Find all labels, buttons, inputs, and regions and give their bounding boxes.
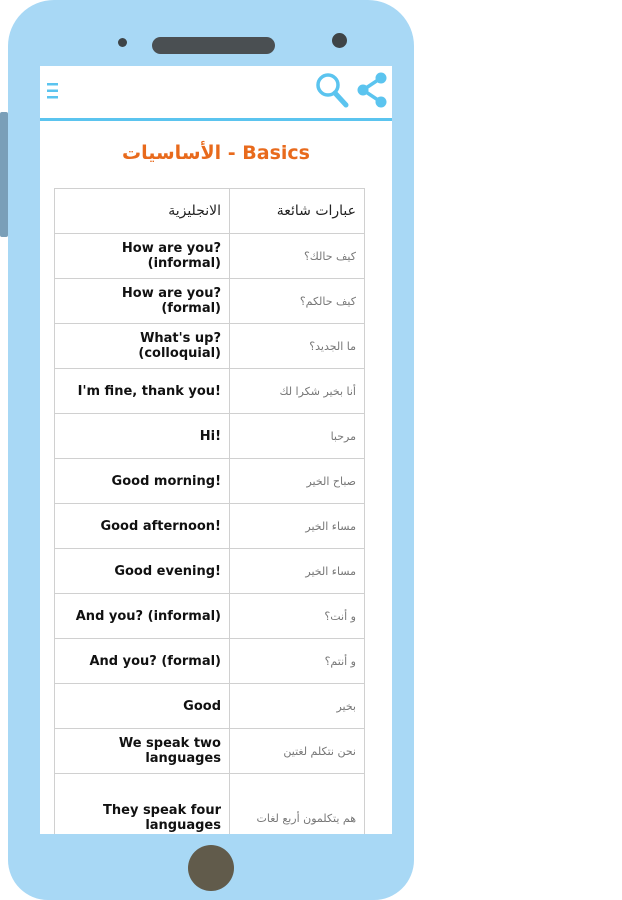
phrase-english: Good evening! (55, 549, 230, 594)
phrase-english: We speak two languages (55, 729, 230, 774)
page-title: الأساسيات - Basics (122, 142, 310, 164)
phrase-english: Good morning! (55, 459, 230, 504)
phrase-english: Good (55, 684, 230, 729)
earpiece-speaker (152, 37, 275, 54)
phrase-arabic: و أنت؟ (230, 594, 365, 639)
table-row (55, 639, 365, 684)
phrase-arabic: ما الجديد؟ (230, 324, 365, 369)
table-header-row (55, 189, 365, 234)
header-arabic: عبارات شائعة (230, 189, 365, 234)
front-camera (118, 38, 127, 47)
table-row (55, 369, 365, 414)
phrase-arabic: صباح الخير (230, 459, 365, 504)
phrase-english: What's up? (colloquial) (55, 324, 230, 369)
table-row (55, 729, 365, 774)
share-icon[interactable] (355, 71, 389, 109)
phrases-table (54, 188, 365, 834)
app-bar (40, 66, 392, 121)
search-icon[interactable] (315, 72, 349, 108)
phrase-arabic: بخير (230, 684, 365, 729)
table-row (55, 774, 365, 835)
phrase-arabic: أنا بخير شكرا لك (230, 369, 365, 414)
table-row (55, 279, 365, 324)
phrase-english: Good afternoon! (55, 504, 230, 549)
phrase-arabic: و أنتم؟ (230, 639, 365, 684)
phrase-arabic: كيف حالكم؟ (230, 279, 365, 324)
phrase-english: And you? (informal) (55, 594, 230, 639)
side-button[interactable] (0, 112, 8, 237)
phrase-arabic: نحن نتكلم لغتين (230, 729, 365, 774)
table-row (55, 684, 365, 729)
proximity-sensor (332, 33, 347, 48)
table-row (55, 504, 365, 549)
phrase-arabic: مرحبا (230, 414, 365, 459)
phrase-english: I'm fine, thank you! (55, 369, 230, 414)
phrase-arabic: هم يتكلمون أربع لغات (230, 774, 365, 835)
phrase-arabic: كيف حالك؟ (230, 234, 365, 279)
table-row (55, 594, 365, 639)
phone-frame (8, 0, 414, 900)
header-english: الانجليزية (55, 189, 230, 234)
phrase-english: And you? (formal) (55, 639, 230, 684)
menu-icon[interactable] (46, 80, 60, 102)
table-row (55, 549, 365, 594)
table-row (55, 414, 365, 459)
phone-screen (40, 66, 392, 834)
table-row (55, 234, 365, 279)
table-row (55, 459, 365, 504)
phrase-arabic: مساء الخير (230, 549, 365, 594)
phrase-english: They speak four languages (55, 774, 230, 835)
phrase-arabic: مساء الخير (230, 504, 365, 549)
phrase-english: How are you? (formal) (55, 279, 230, 324)
phrase-english: Hi! (55, 414, 230, 459)
home-button[interactable] (188, 845, 234, 891)
phrase-english: How are you? (informal) (55, 234, 230, 279)
table-row (55, 324, 365, 369)
